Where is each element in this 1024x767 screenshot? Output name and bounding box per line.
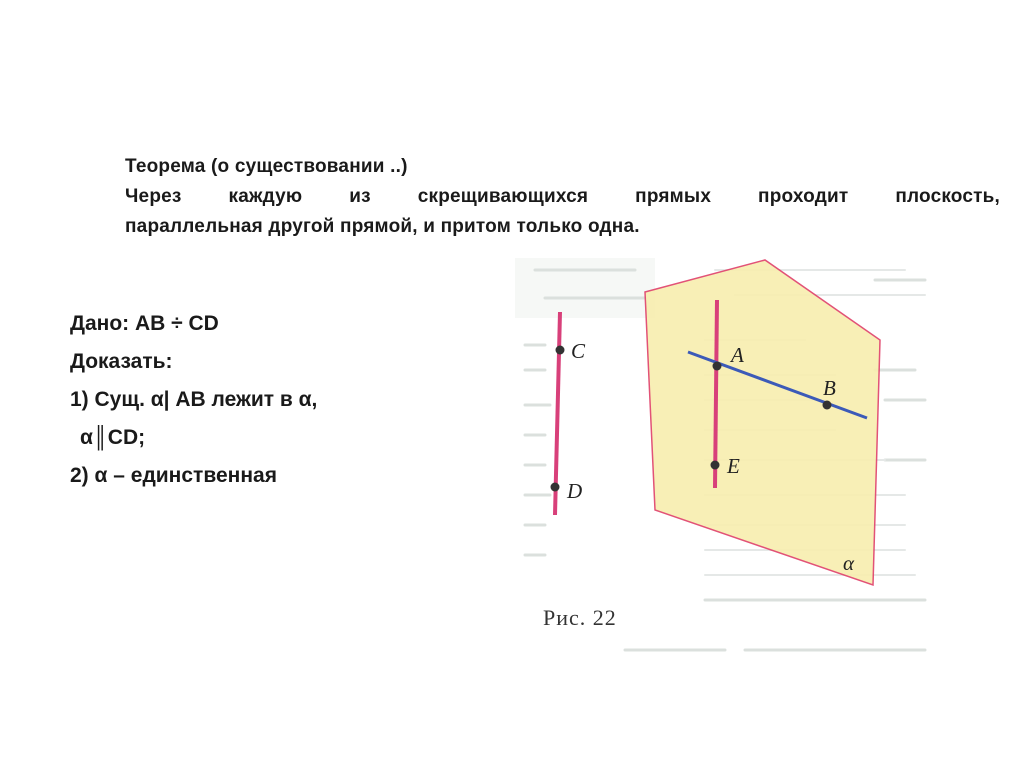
label-c: C: [571, 339, 586, 363]
label-b: B: [823, 376, 836, 400]
geometry-figure: [505, 240, 935, 670]
theorem-text-line-2: параллельная другой прямой, и притом только одна.: [125, 216, 640, 237]
given-block: [70, 305, 317, 495]
theorem-text-line-1: Через каждую из скрещивающихся прямых проходит плоскость,: [125, 186, 1000, 207]
prove-item-2: 2) α – единственная: [70, 464, 277, 487]
label-d: D: [567, 479, 583, 503]
figure-svg: [505, 240, 935, 670]
prove-item-1: 1) Сущ. α| AB лежит в α,: [70, 388, 318, 411]
label-alpha: α: [843, 551, 855, 575]
plane-alpha: [645, 260, 880, 585]
point-c: [556, 346, 565, 355]
label-e: E: [727, 454, 740, 478]
line-ae: [715, 300, 717, 488]
prove-heading: Доказать:: [70, 350, 173, 373]
given-statement: Дано: AB ÷ CD: [70, 312, 219, 335]
prove-item-1-cont: α║CD;: [80, 426, 146, 449]
theorem-block: [125, 152, 1000, 242]
theorem-title: Теорема (о существовании ..): [125, 156, 408, 177]
figure-caption: Рис. 22: [543, 605, 617, 630]
label-a: A: [731, 343, 744, 367]
point-d: [551, 483, 560, 492]
point-b: [823, 401, 832, 410]
point-a: [713, 362, 722, 371]
point-e: [711, 461, 720, 470]
